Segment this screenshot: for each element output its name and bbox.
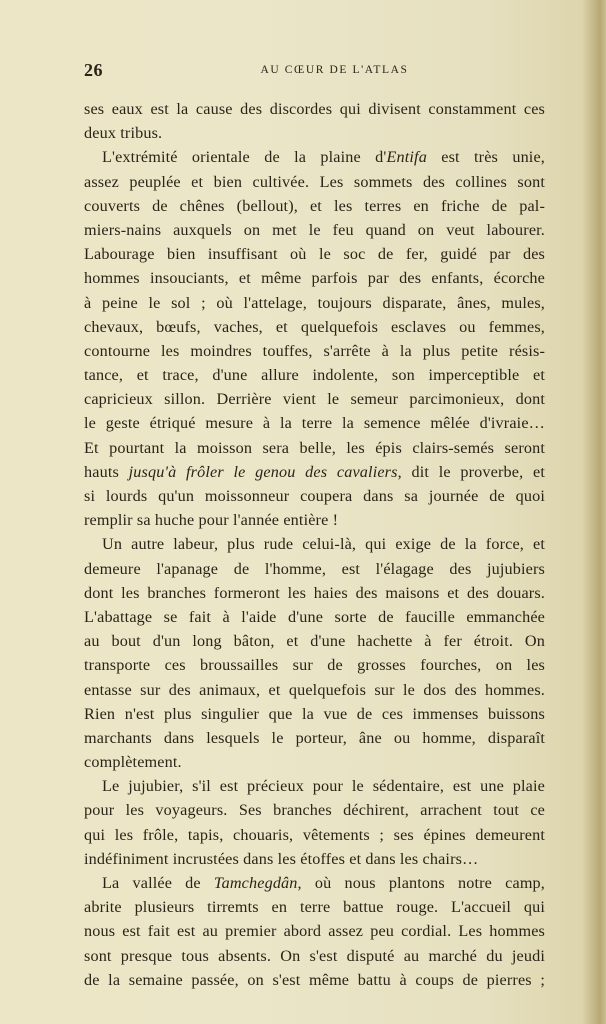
text-line bbox=[84, 460, 545, 484]
text-segment: , où nous plantons notre camp, bbox=[297, 874, 545, 892]
text-segment: nous est fait est au premier abord assez peu cordial. Les hommes bbox=[84, 922, 545, 941]
text-line bbox=[84, 484, 545, 508]
text-segment: ses eaux est la cause des discordes qui divisent constamment ces bbox=[84, 100, 545, 118]
running-title: AU CŒUR DE L'ATLAS bbox=[260, 64, 409, 76]
text-segment: La vallée de bbox=[102, 874, 214, 892]
text-line bbox=[84, 702, 545, 726]
text-segment: Labourage bien insuffisant où le soc de fer, guidé par des bbox=[84, 245, 545, 264]
text-segment: Le jujubier, s'il est précieux pour le sédentaire, est une plaie bbox=[102, 777, 545, 796]
page-header bbox=[84, 60, 545, 82]
text-line bbox=[84, 895, 545, 919]
text-line bbox=[84, 363, 545, 387]
text-line bbox=[84, 871, 545, 895]
text-segment: Et pourtant la moisson sera belle, les épis clairs-semés seront bbox=[84, 438, 545, 457]
text-segment: Rien n'est plus singulier que la vue de ces immenses buissons bbox=[84, 704, 545, 723]
text-segment: contourne les moindres touffes, s'arrête à la plus petite résis- bbox=[84, 341, 545, 360]
text-line bbox=[84, 170, 545, 194]
text-segment: couverts de chênes (bellout), et les terres en friche de pal- bbox=[84, 196, 545, 215]
text-segment: abrite plusieurs tirremts en terre battue rouge. L'accueil qui bbox=[84, 898, 545, 917]
text-line bbox=[84, 411, 545, 435]
text-segment: de la semaine passée, on s'est même battu à coups de pierres ; bbox=[84, 970, 545, 989]
text-line bbox=[84, 774, 545, 798]
text-line bbox=[84, 798, 545, 822]
text-segment: miers-nains auxquels on met le feu quand on veut labourer. bbox=[84, 220, 545, 239]
text-line bbox=[84, 919, 545, 943]
text-segment: remplir sa huche pour l'année entière ! bbox=[84, 511, 339, 530]
text-line bbox=[84, 653, 545, 677]
text-segment: au bout d'un long bâton, et d'une hachette à fer étroit. On bbox=[84, 632, 545, 651]
text-line bbox=[84, 823, 545, 847]
text-line bbox=[84, 750, 545, 774]
text-segment: complètement. bbox=[84, 753, 182, 772]
text-segment: L'extrémité orientale de la plaine d' bbox=[102, 148, 387, 167]
text-line bbox=[84, 581, 545, 605]
italic-text: Entifa bbox=[386, 148, 427, 167]
text-segment: L'abattage se fait à l'aide d'une sorte de faucille emmanchée bbox=[84, 607, 545, 626]
text-line bbox=[84, 508, 545, 532]
text-line bbox=[84, 339, 545, 363]
text-line bbox=[84, 532, 545, 556]
body-text bbox=[84, 97, 545, 992]
text-segment: indéfiniment incrustées dans les étoffes et dans les chairs… bbox=[84, 849, 479, 868]
text-segment: Un autre labeur, plus rude celui-là, qui exige de la force, et bbox=[102, 535, 545, 554]
text-line bbox=[84, 315, 545, 339]
text-line bbox=[84, 242, 545, 266]
text-segment: hauts bbox=[84, 462, 129, 481]
text-segment: demeure l'apanage de l'homme, est l'élagage des jujubiers bbox=[84, 559, 545, 578]
text-segment: capricieux sillon. Derrière vient le semeur parcimonieux, dont bbox=[84, 390, 545, 409]
text-segment: sont presque tous absents. On s'est disputé au marché du jeudi bbox=[84, 946, 545, 965]
text-segment: hommes insouciants, et même parfois par des enfants, écorche bbox=[84, 269, 545, 288]
text-segment: le geste étriqué mesure à la terre la semence mêlée d'ivraie… bbox=[84, 414, 545, 433]
italic-text: Tamchegdân bbox=[213, 874, 298, 892]
text-line bbox=[84, 387, 545, 411]
text-line bbox=[84, 436, 545, 460]
text-line bbox=[84, 968, 545, 992]
text-line bbox=[84, 678, 545, 702]
text-segment: dont les branches formeront les haies des maisons et des douars. bbox=[84, 583, 545, 602]
text-segment: qui les frôle, tapis, chouaris, vêtements ; ses épines demeurent bbox=[84, 825, 545, 844]
text-segment: est très unie, bbox=[426, 148, 545, 167]
text-segment: assez peuplée et bien cultivée. Les sommets des collines sont bbox=[84, 172, 545, 191]
text-segment: chevaux, bœufs, vaches, et quelquefois esclaves ou femmes, bbox=[84, 317, 545, 336]
text-segment: si lourds qu'un moissonneur coupera dans sa journée de quoi bbox=[84, 487, 545, 505]
page-number: 26 bbox=[84, 60, 103, 80]
text-line bbox=[84, 121, 545, 145]
text-line bbox=[84, 557, 545, 581]
text-line bbox=[84, 266, 545, 290]
text-segment: deux tribus. bbox=[84, 124, 163, 143]
text-line bbox=[84, 97, 545, 121]
text-segment: pour les voyageurs. Ses branches déchirent, arrachent tout ce bbox=[84, 801, 545, 820]
text-line bbox=[84, 847, 545, 871]
text-line bbox=[84, 218, 545, 242]
text-segment: transporte ces broussailles sur de grosses fourches, on les bbox=[84, 656, 545, 675]
italic-text: jusqu'à frôler le genou des cavaliers bbox=[128, 462, 398, 481]
text-line bbox=[84, 629, 545, 653]
text-segment: tance, et trace, d'une allure indolente, son imperceptible et bbox=[84, 366, 545, 385]
text-line bbox=[84, 726, 545, 750]
text-line bbox=[84, 944, 545, 968]
text-segment: entasse sur des animaux, et quelquefois sur le dos des hommes. bbox=[84, 680, 545, 699]
text-line bbox=[84, 291, 545, 315]
text-segment: à peine le sol ; où l'attelage, toujours disparate, ânes, mules, bbox=[84, 293, 545, 312]
text-line bbox=[84, 145, 545, 169]
text-line bbox=[84, 605, 545, 629]
text-segment: , dit le proverbe, et bbox=[397, 462, 545, 481]
text-line bbox=[84, 194, 545, 218]
text-segment: marchants dans lesquels le porteur, âne ou homme, disparaît bbox=[84, 728, 545, 747]
